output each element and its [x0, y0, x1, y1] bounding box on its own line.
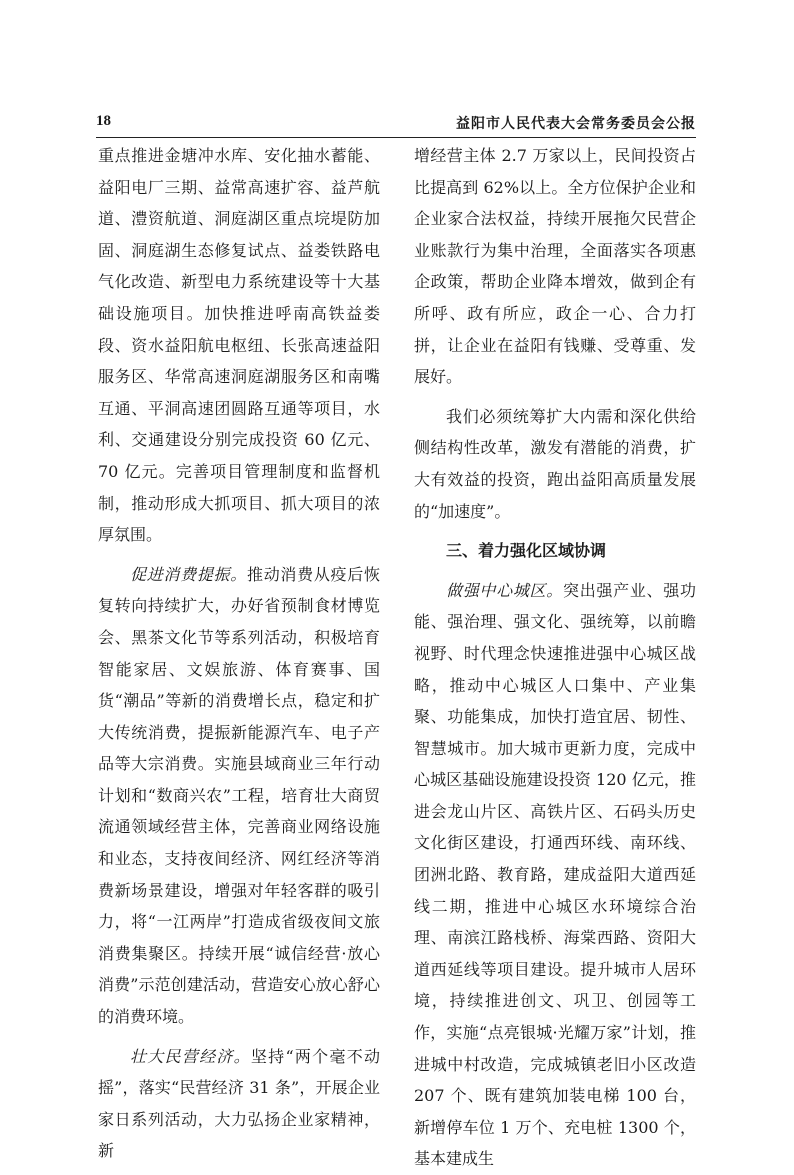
paragraph-body: 坚持“两个毫不动摇”，落实“民营经济 31 条”，开展企业家日系列活动，大力弘扬企业家精神，新	[98, 1046, 380, 1161]
page-number: 18	[96, 113, 111, 129]
paragraph-private-economy	[98, 1041, 380, 1167]
page-header	[96, 113, 696, 137]
paragraph-domestic-demand: 我们必须统筹扩大内需和深化供给侧结构性改革，激发有潜能的消费，扩大有效益的投资，跑出益阳高质量发展的“加速度”。	[414, 406, 696, 521]
paragraph-central-city	[414, 575, 696, 1175]
paragraph-body: 突出强产业、强功能、强治理、强文化、强统筹，以前瞻视野、时代理念快速推进强中心城区战略，推动中心城区人口集中、产业集聚、功能集成，加快打造宜居、韧性、智慧城市。加大城市更新力度，完成中心城区基础设施建设投资 120 亿元，推进会龙山片区、高铁片区、石码头历史文化街区建设，打通西环线、南环线、团洲北路、教育路，建成益阳大道西延线二期，推进中心城区水环境综合治理、南滨江路栈桥、海棠西路、资阳大道西延线等项目建设。提升城市人居环境，持续推进创文、巩卫、创园等工作，实施“点亮银城·光耀万家”计划，推进城中村改造，完成城镇老旧小区改造 207 个、既有建筑加装电梯 100 台，新增停车位 1 万个、充电桩 1300 个，基本建成生	[414, 580, 696, 1169]
paragraph-consumption	[98, 559, 380, 1033]
right-column	[414, 140, 696, 1175]
paragraph-infrastructure: 重点推进金塘冲水库、安化抽水蓄能、益阳电厂三期、益常高速扩容、益芦航道、澧资航道、洞庭湖区重点垸堤防加固、洞庭湖生态修复试点、益娄铁路电气化改造、新型电力系统建设等十大基础设施项目。加快推进呼南高铁益娄段、资水益阳航电枢纽、长张高速益阳服务区、华常高速洞庭湖服务区和南嘴互通、平洞高速团圆路互通等项目，水利、交通建设分别完成投资 60 亿元、70 亿元。完善项目管理制度和监督机制，推动形成大抓项目、抓大项目的浓厚氛围。	[98, 146, 380, 545]
paragraph-label: 促进消费提振。	[130, 564, 247, 584]
paragraph-label: 壮大民营经济。	[130, 1046, 251, 1066]
left-column	[98, 140, 380, 1167]
paragraph-label: 做强中心城区。	[446, 580, 563, 600]
paragraph-private-economy-cont: 增经营主体 2.7 万家以上，民间投资占比提高到 62%以上。全方位保护企业和企业家合法权益，持续开展拖欠民营企业账款行为集中治理，全面落实各项惠企政策，帮助企业降本增效，做到企有所呼、政有所应，政企一心、合力打拼，让企业在益阳有钱赚、受尊重、发展好。	[414, 146, 696, 387]
journal-title: 益阳市人民代表大会常务委员会公报	[456, 116, 696, 132]
section-title: 三、着力强化区域协调	[446, 541, 607, 561]
paragraph-body: 推动消费从疫后恢复转向持续扩大，办好省预制食材博览会、黑茶文化节等系列活动，积极培育智能家居、文娱旅游、体育赛事、国货“潮品”等新的消费增长点，稳定和扩大传统消费，提振新能源汽车、电子产品等大宗消费。实施县域商业三年行动计划和“数商兴农”工程，培育壮大商贸流通领域经营主体，完善商业网络设施和业态，支持夜间经济、网红经济等消费新场景建设，增强对年轻客群的吸引力，将“一江两岸”打造成省级夜间文旅消费集聚区。持续开展“诚信经营·放心消费”示范创建活动，营造安心放心舒心的消费环境。	[98, 564, 380, 1027]
header-rule	[96, 137, 696, 138]
